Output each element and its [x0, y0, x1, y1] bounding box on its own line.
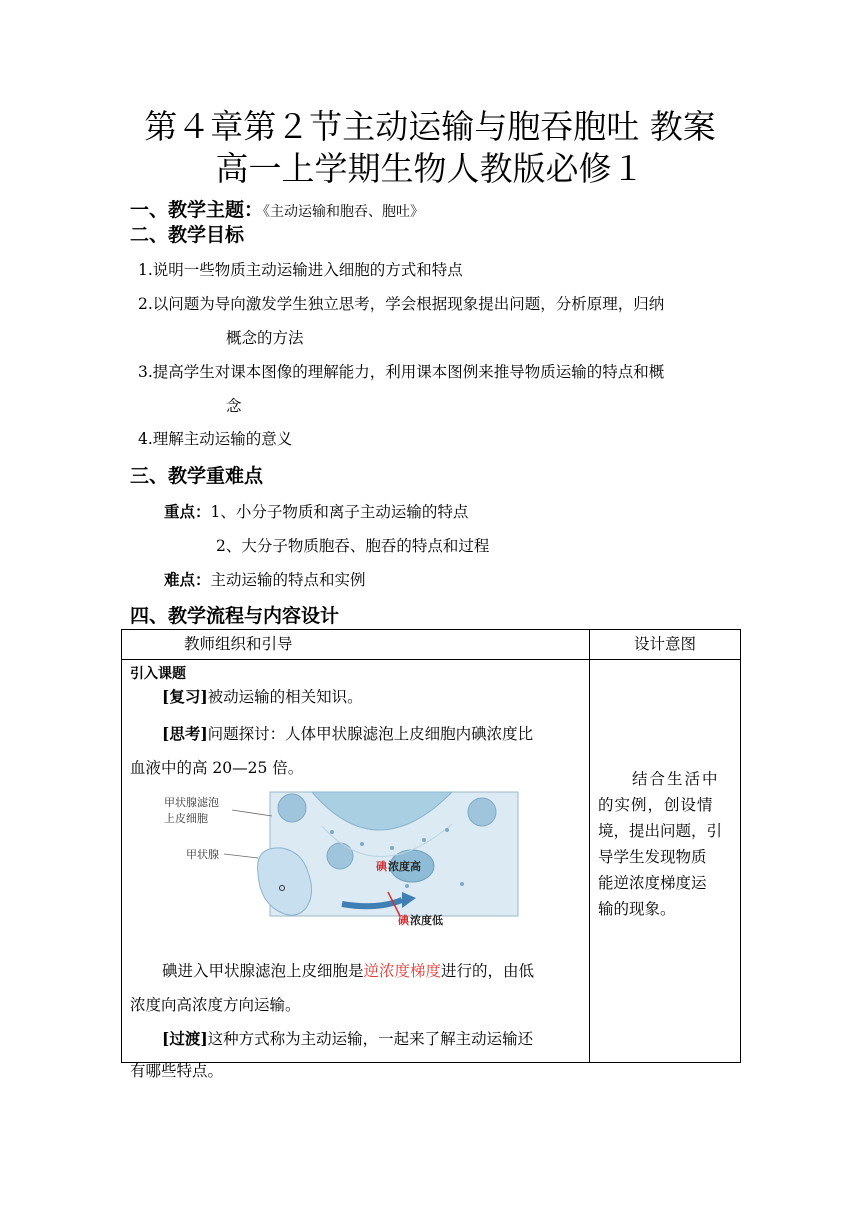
cell-nucleus — [278, 794, 306, 822]
document-title-line1: 第４章第２节主动运输与胞吞胞吐 教案 — [144, 107, 716, 146]
cell-nucleus — [468, 798, 496, 826]
objective-4: 4.理解主动运输的意义 — [138, 430, 293, 448]
section-value: 《主动运输和胞吞、胞吐》 — [263, 204, 425, 220]
figure-label: 甲状腺滤泡 — [164, 796, 219, 809]
objective-1: 1.说明一些物质主动运输进入细胞的方式和特点 — [138, 261, 463, 279]
section-heading-flow: 四、教学流程与内容设计 — [130, 605, 340, 627]
section-teaching-theme — [130, 198, 424, 223]
document-title-line2: 高一上学期生物人教版必修１ — [215, 149, 645, 188]
objective-2-cont: 概念的方法 — [226, 329, 304, 347]
table-header-left: 教师组织和引导 — [122, 630, 590, 660]
figure-label: 浓度高 — [388, 860, 421, 873]
transition-line2: 有哪些特点。 — [130, 1062, 224, 1080]
table-cell-teacher — [122, 660, 590, 1080]
objective-3-cont: 念 — [226, 397, 242, 415]
intent-line: 输的现象。 — [598, 900, 676, 918]
figure-label: 浓度低 — [410, 914, 443, 927]
section-heading-objectives: 二、教学目标 — [130, 224, 245, 246]
figure-label: 上皮细胞 — [164, 812, 208, 825]
table-cell-intent — [590, 660, 741, 1063]
figure-label: 碘 — [398, 914, 409, 927]
paragraph-1-cont: 浓度向高浓度方向运输。 — [130, 996, 301, 1014]
figure-label: 甲状腺 — [186, 848, 219, 861]
thyroid-figure — [162, 788, 582, 928]
think-line2: 血液中的高 20—25 倍。 — [130, 759, 304, 777]
intent-line: 境，提出问题，引 — [598, 822, 723, 840]
intent-line: 结合生活中 — [632, 770, 720, 788]
objective-2: 2.以问题为导向激发学生独立思考，学会根据现象提出问题，分析原理，归纳 — [138, 295, 665, 313]
review-line: [复习]被动运输的相关知识。 — [162, 687, 363, 706]
think-line1: [思考]问题探讨：人体甲状腺滤泡上皮细胞内碘浓度比 — [162, 724, 534, 743]
key-point-2: 2、大分子物质胞吞、胞吞的特点和过程 — [216, 537, 490, 555]
key-point-1: 重点：1、小分子物质和离子主动运输的特点 — [164, 502, 469, 521]
figure-label: 碘 — [376, 860, 387, 873]
flow-table — [121, 629, 741, 1080]
cell-nucleus — [327, 843, 353, 869]
difficult-point: 难点：主动运输的特点和实例 — [164, 570, 366, 589]
section-heading-key-points: 三、教学重难点 — [130, 465, 264, 487]
objective-3: 3.提高学生对课本图像的理解能力，利用课本图例来推导物质运输的特点和概 — [138, 363, 665, 381]
intent-line: 能逆浓度梯度运 — [598, 874, 707, 892]
intent-line: 导学生发现物质 — [598, 848, 707, 866]
intent-line: 的实例，创设情 — [598, 796, 714, 814]
intro-title: 引入课题 — [130, 666, 186, 682]
transition-line1: [过渡]这种方式称为主动运输，一起来了解主动运输还 — [162, 1029, 534, 1048]
section-heading: 一、教学主题： — [130, 199, 264, 221]
table-header-right: 设计意图 — [590, 630, 741, 660]
paragraph-1: 碘进入甲状腺滤泡上皮细胞是逆浓度梯度进行的，由低 — [162, 962, 535, 980]
